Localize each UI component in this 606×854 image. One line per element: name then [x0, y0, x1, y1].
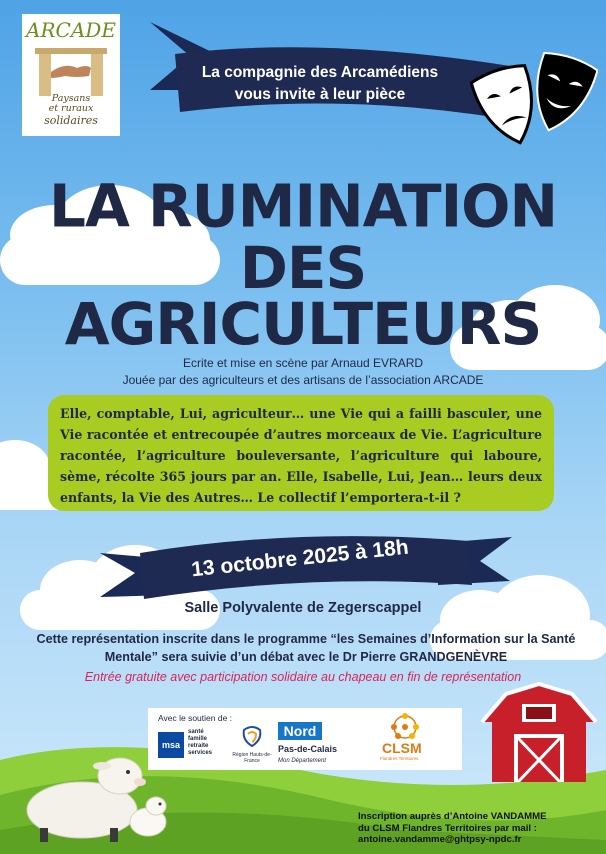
logo-tagline-3: solidaires [44, 114, 98, 127]
invitation-line-1: La compagnie des Arcamédiens [201, 64, 439, 81]
msa-text-3: retraite [188, 743, 209, 749]
logo-tagline-1: Paysans [51, 93, 91, 104]
nord-logo: Nord [278, 722, 322, 740]
title-line-2: DES [239, 234, 367, 302]
logo-hands-arch-icon [31, 46, 111, 96]
invitation-text [180, 62, 460, 106]
logo-tagline-2: et ruraux [48, 103, 94, 114]
registration-email[interactable]: antoine.vandamme@ghtpsy-npdc.fr [358, 834, 522, 845]
msa-logo: msa [158, 732, 184, 758]
credit-performers: Jouée par des agriculteurs et des artisans de l’association ARCADE [122, 373, 484, 387]
title-line-1: LA RUMINATION [48, 171, 557, 241]
clsm-sub-text: Flandres Territoires [380, 756, 419, 761]
msa-text [188, 729, 212, 757]
synopsis-text: Elle, comptable, Lui, agriculteur… une Vie qui a failli basculer, une Vie racontée et entrecoupée d’autres morceaux de Vie. L’agriculture racontée, l’agriculture bouleversante, l’agriculture qui laboure, sème, récolte 365 jours par an. Elle, Isabelle, Lui, Jean… leurs deux enfants, la Vie des Autres… Le collectif l’emportera-t-il ? [60, 406, 542, 505]
venue: Salle Polyvalente de Zegerscappel [184, 600, 422, 616]
registration-line-2: du CLSM Flandres Territoires par mail : [358, 822, 537, 834]
barn-illustration [478, 682, 600, 782]
logo-title: ARCADE [26, 18, 116, 42]
pdc-sub-label: Mon Département [278, 758, 327, 764]
sponsors-label: Avec le soutien de : [158, 713, 233, 723]
synopsis-box [48, 395, 554, 511]
pdc-label: Pas-de-Calais [278, 744, 338, 754]
credit-author: Ecrite et mise en scène par Arnaud EVRARD [182, 356, 424, 370]
title-line-3: AGRICULTEURS [64, 290, 542, 358]
sponsors-panel [148, 708, 462, 770]
event-description: Cette représentation inscrite dans le programme “les Semaines d’Information sur la Santé Mentale” sera suivie d’un débat avec le Dr Pierre GRANDGENÈVRE [36, 632, 576, 664]
logo-tagline [22, 94, 120, 114]
registration-line-1: Inscription auprès d’Antoine VANDAMME [358, 811, 547, 822]
region-logo-icon [240, 724, 264, 748]
registration-info [358, 811, 598, 846]
arcade-logo [22, 14, 120, 136]
clsm-logo-text: CLSM [382, 740, 422, 756]
region-label: Région Hauts-de-France [232, 752, 272, 764]
invitation-line-2: vous invite à leur pièce [234, 86, 406, 103]
msa-text-2: famille [188, 736, 208, 742]
theater-masks-icon [470, 50, 598, 155]
msa-text-1: santé [188, 729, 204, 735]
date-text: 13 octobre 2025 à 18h [190, 535, 410, 582]
free-entry-note: Entrée gratuite avec participation solidaire au chapeau en fin de représentation [84, 670, 522, 684]
clsm-network-icon [388, 712, 422, 742]
pdc-logo [278, 744, 337, 766]
msa-text-4: services [188, 750, 213, 756]
